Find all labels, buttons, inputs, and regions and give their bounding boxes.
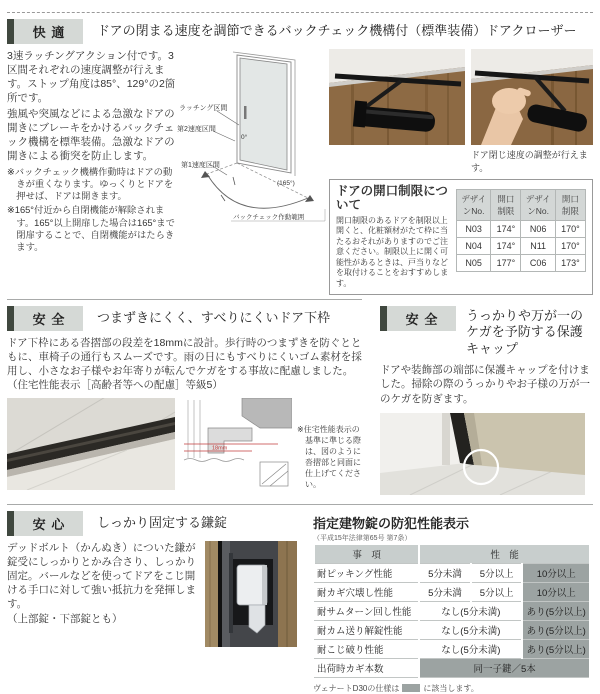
design-no: C06	[521, 255, 555, 272]
section-security-lock	[7, 511, 307, 694]
threshold-photo	[7, 398, 175, 490]
design-no: N06	[521, 221, 555, 238]
table-row	[314, 582, 590, 601]
col-item: 事 項	[314, 545, 419, 564]
table-header-row	[314, 545, 590, 564]
table-row	[314, 658, 590, 677]
gray-rating-swatch	[402, 684, 420, 692]
diagram-label-latching: ラッチング区間	[179, 105, 228, 112]
hook-lock-photo	[205, 541, 297, 647]
perf-item: 耐サムターン回し性能	[314, 601, 419, 620]
comfort-header	[7, 19, 593, 44]
comfort-body	[7, 49, 177, 295]
table-row	[314, 563, 590, 582]
section-security-table	[313, 511, 593, 694]
safety-cap-body: ドアや装飾部の端部に保護キャップを付けました。掃除の際のうっかりやお子様の万が一のケガを防ぎます。	[380, 364, 590, 405]
protective-cap-photo	[380, 413, 585, 495]
perf-item: 耐カギ穴壊し性能	[314, 582, 419, 601]
safety-threshold-headline: つまずきにくく、すべりにくいドア下枠	[97, 309, 331, 325]
perf-cell-rated: あり(5分以上)	[522, 601, 590, 620]
comfort-label: 快適	[7, 19, 83, 44]
perf-item: 出荷時カギ本数	[314, 658, 419, 677]
comfort-note: ※バックチェック機構作動時はドアの動きが重くなります。ゆっくりとドアを押せば、ドアは開きます。	[7, 166, 174, 202]
limit-col-header: デザインNo.	[521, 190, 555, 221]
table-row	[457, 238, 586, 255]
table-row	[457, 255, 586, 272]
door-closer-adjust-photo	[471, 49, 593, 145]
limit-angle: 174°	[491, 221, 521, 238]
security-lock-body2: （上部錠・下部錠とも）	[7, 612, 123, 625]
safety-label: 安全	[7, 306, 83, 331]
perf-cell: なし(5分未満)	[419, 601, 522, 620]
threshold-section-drawing	[180, 398, 292, 490]
opening-limit-table	[456, 189, 586, 272]
diagram-label-zero: 0°	[241, 134, 248, 141]
design-no: N11	[521, 238, 555, 255]
top-dashed-rule	[7, 12, 593, 13]
comfort-headline: ドアの閉まる速度を調節できるバックチェック機構付（標準装備）ドアクローザー	[97, 23, 577, 38]
section-safety-cap	[380, 306, 593, 500]
perf-cell-rated: 10分以上	[522, 563, 590, 582]
opening-limit-body: 開口制限のあるドアを制限以上開くと、化粧額材がたて枠に当たるおそれがありますのでご注意ください。制限以上に開く可能性があるときは、戸当りなどを取付けることをおすすめします。	[336, 215, 449, 289]
comfort-paragraph: 3速ラッチングアクション付です。3区間それぞれの速度調整が行えます。ストップ角度は85°、129°の2箇所です。	[7, 50, 176, 105]
door-swing-diagram	[177, 49, 327, 295]
security-table-footnote	[313, 683, 593, 694]
perf-item: 耐ピッキング性能	[314, 563, 419, 582]
table-row	[314, 601, 590, 620]
section-comfort	[7, 19, 593, 295]
perf-cell-rated: 10分以上	[522, 582, 590, 601]
perf-cell-rated: あり(5分以上)	[522, 620, 590, 639]
footnote-text: に該当します。	[423, 683, 479, 693]
dimension-label: 18mm	[212, 445, 228, 452]
limit-col-header: 開口制限	[491, 190, 521, 221]
design-no: N05	[457, 255, 491, 272]
perf-cell: 5分未満	[419, 582, 471, 601]
diagram-label-speed2: 第2速度区間	[177, 126, 216, 133]
perf-cell: なし(5分未満)	[419, 639, 522, 658]
limit-col-header: デザインNo.	[457, 190, 491, 221]
security-lock-headline: しっかり固定する鎌錠	[97, 514, 228, 530]
limit-angle: 173°	[555, 255, 585, 272]
opening-limit-title: ドアの開口制限について	[336, 184, 448, 213]
comfort-note: ※165°付近から自閉機能が解除されます。165°以上開扉した場合は165°まで閉扉することで、自閉機能がはたらきます。	[7, 205, 175, 253]
limit-angle: 177°	[491, 255, 521, 272]
design-no: N03	[457, 221, 491, 238]
perf-item: 耐カム送り解錠性能	[314, 620, 419, 639]
section-safety-threshold	[7, 306, 363, 500]
table-row	[457, 221, 586, 238]
comfort-paragraph: 強風や突風などによる急激なドアの開きにブレーキをかけるバックチェック機構を標準装備。急激なドアの開きによる衝突を防止します。	[7, 108, 175, 163]
col-performance: 性 能	[419, 545, 590, 564]
security-lock-body: デッドボルト（かんぬき）についた鎌が錠受にしっかりとかみ合さり、しっかり固定。バールなどを使ってドアをこじ開ける手口に対して強い抵抗力を発揮します。	[7, 541, 196, 611]
door-closer-photo	[329, 49, 465, 145]
security-table-title: 指定建物錠の防犯性能表示	[313, 515, 470, 531]
safety-threshold-body: ドア下枠にある沓摺部の段差を18mmに設計。歩行時のつまずきを防ぐとともに、車椅子の通行もスムーズです。雨の日にもすべりにくいゴム素材を採用し、小さなお子様やお年寄りが転んでケガをする事故に配慮しました。（住宅性能表示［高齢者等への配慮］等級5）	[7, 336, 362, 392]
security-performance-table	[313, 545, 591, 678]
safety-cap-headline: うっかりや万が一のケガを予防する保護キャップ	[466, 307, 584, 357]
diagram-label-backcheck: バックチェック作動範囲	[233, 214, 305, 221]
perf-item: 耐こじ破り性能	[314, 639, 419, 658]
threshold-note: ※住宅性能表示の基準に準じる際は、図のように沓摺部と同面に仕上げてください。	[297, 425, 361, 490]
limit-angle: 170°	[555, 221, 585, 238]
perf-cell-rated: あり(5分以上)	[522, 639, 590, 658]
perf-cell: 5分以上	[471, 563, 523, 582]
diagram-label-speed1: 第1速度区間	[181, 162, 220, 169]
safety-label: 安全	[380, 306, 456, 331]
opening-limit-box	[329, 179, 593, 295]
table-row	[314, 620, 590, 639]
footnote-text: ヴェナートD30の仕様は	[313, 683, 400, 693]
perf-cell: なし(5分未満)	[419, 620, 522, 639]
security-label: 安心	[7, 511, 83, 536]
design-no: N04	[457, 238, 491, 255]
diagram-label-165: (165°)	[277, 180, 295, 187]
door-closer-caption: ドア閉じ速度の調整が行えます。	[471, 150, 588, 173]
limit-col-header: 開口制限	[555, 190, 585, 221]
perf-cell-rated: 同一子鍵／5本	[419, 658, 590, 677]
limit-angle: 170°	[555, 238, 585, 255]
security-table-subtitle: （平成15年法律第65号 第7条）	[313, 534, 412, 542]
limit-angle: 174°	[491, 238, 521, 255]
table-row	[314, 639, 590, 658]
perf-cell: 5分以上	[471, 582, 523, 601]
perf-cell: 5分未満	[419, 563, 471, 582]
